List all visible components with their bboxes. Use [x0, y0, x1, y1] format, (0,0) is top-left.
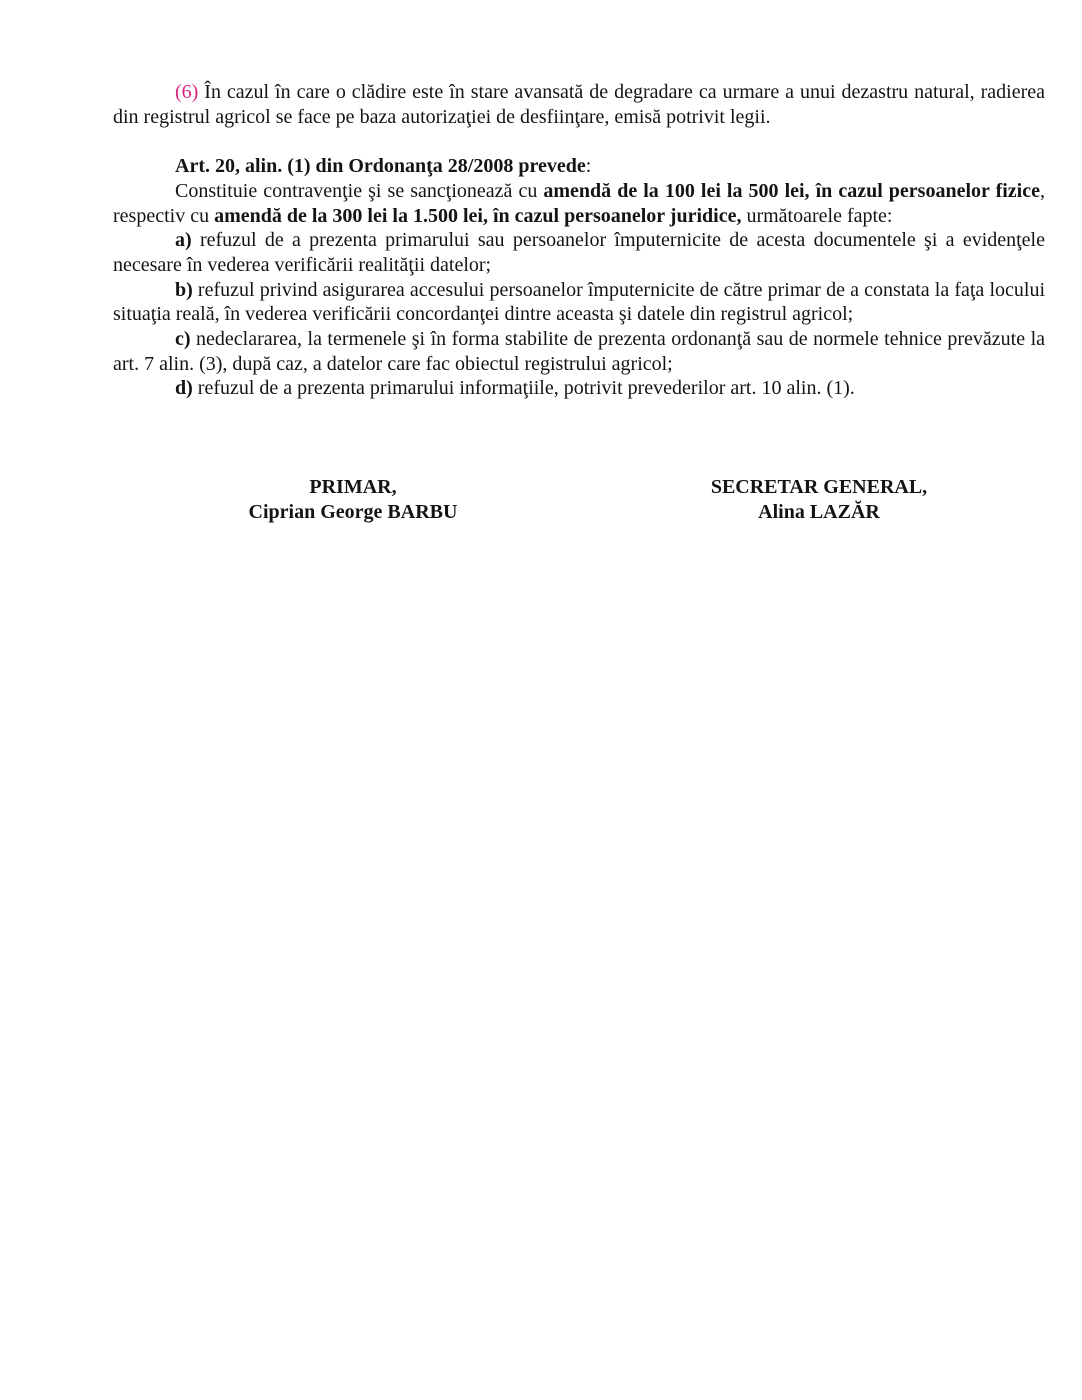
list-item-c: [113, 327, 1045, 376]
clause-6-text: În cazul în care o clădire este în stare avansată de degradare ca urmare a unui dezastru natural, radierea din registrul agricol se face pe baza autorizaţiei de desfiinţare, emisă potrivit legii.: [113, 81, 1045, 128]
heading-art-20-colon: :: [585, 155, 592, 178]
spacer: [113, 129, 1045, 154]
list-item-a-marker: a): [175, 229, 192, 252]
signature-secretar-title: SECRETAR GENERAL,: [710, 476, 928, 499]
heading-art-20: [113, 154, 1045, 179]
signature-primar: [113, 475, 593, 524]
signature-block: [113, 475, 1045, 524]
list-item-d-text: refuzul de a prezenta primarului informaţiile, potrivit prevederilor art. 10 alin. (1).: [192, 377, 855, 400]
list-item-a: [113, 228, 1045, 277]
intro-paragraph: [113, 179, 1045, 228]
signature-primar-title: PRIMAR,: [309, 476, 397, 499]
intro-part-3: următoarele fapte:: [741, 204, 893, 227]
intro-part-2: , respectiv cu: [113, 179, 1045, 227]
list-item-c-text: nedeclararea, la termenele şi în forma stabilite de prezenta ordonanţă sau de normele tehnice prevăzute la art. 7 alin. (3), după caz, a datelor care fac obiectul registrului agricol;: [113, 328, 1045, 375]
signature-primar-name: Ciprian George BARBU: [248, 500, 458, 523]
clause-6-marker: (6): [175, 81, 199, 103]
list-item-b-text: refuzul privind asigurarea accesului persoanelor împuternicite de către primar de a constata la faţa locului situaţia reală, în vederea verificării concordanţei dintre aceasta şi datele din registrul agricol;: [113, 278, 1045, 326]
list-item-c-marker: c): [175, 328, 191, 351]
list-item-d-marker: d): [175, 377, 193, 400]
heading-art-20-text: Art. 20, alin. (1) din Ordonanţa 28/2008 prevede: [175, 155, 586, 178]
list-item-b-marker: b): [175, 278, 193, 301]
signature-secretar-name: Alina LAZĂR: [758, 500, 880, 523]
intro-fine-persoane-juridice: amendă de la 300 lei la 1.500 lei, în cazul persoanelor juridice,: [214, 204, 742, 227]
intro-fine-persoane-fizice: amendă de la 100 lei la 500 lei, în cazul persoanelor fizice: [543, 179, 1040, 202]
signature-secretar-general: [593, 475, 1045, 524]
intro-part-1: Constituie contravenţie şi se sancţionează cu: [175, 179, 544, 202]
list-item-d: [113, 376, 1045, 401]
paragraph-clause-6: [113, 80, 1045, 129]
list-item-b: [113, 278, 1045, 327]
list-item-a-text: refuzul de a prezenta primarului sau persoanelor împuternicite de acesta documentele şi a evidenţele necesare în vederea verificării realităţii datelor;: [113, 229, 1045, 276]
